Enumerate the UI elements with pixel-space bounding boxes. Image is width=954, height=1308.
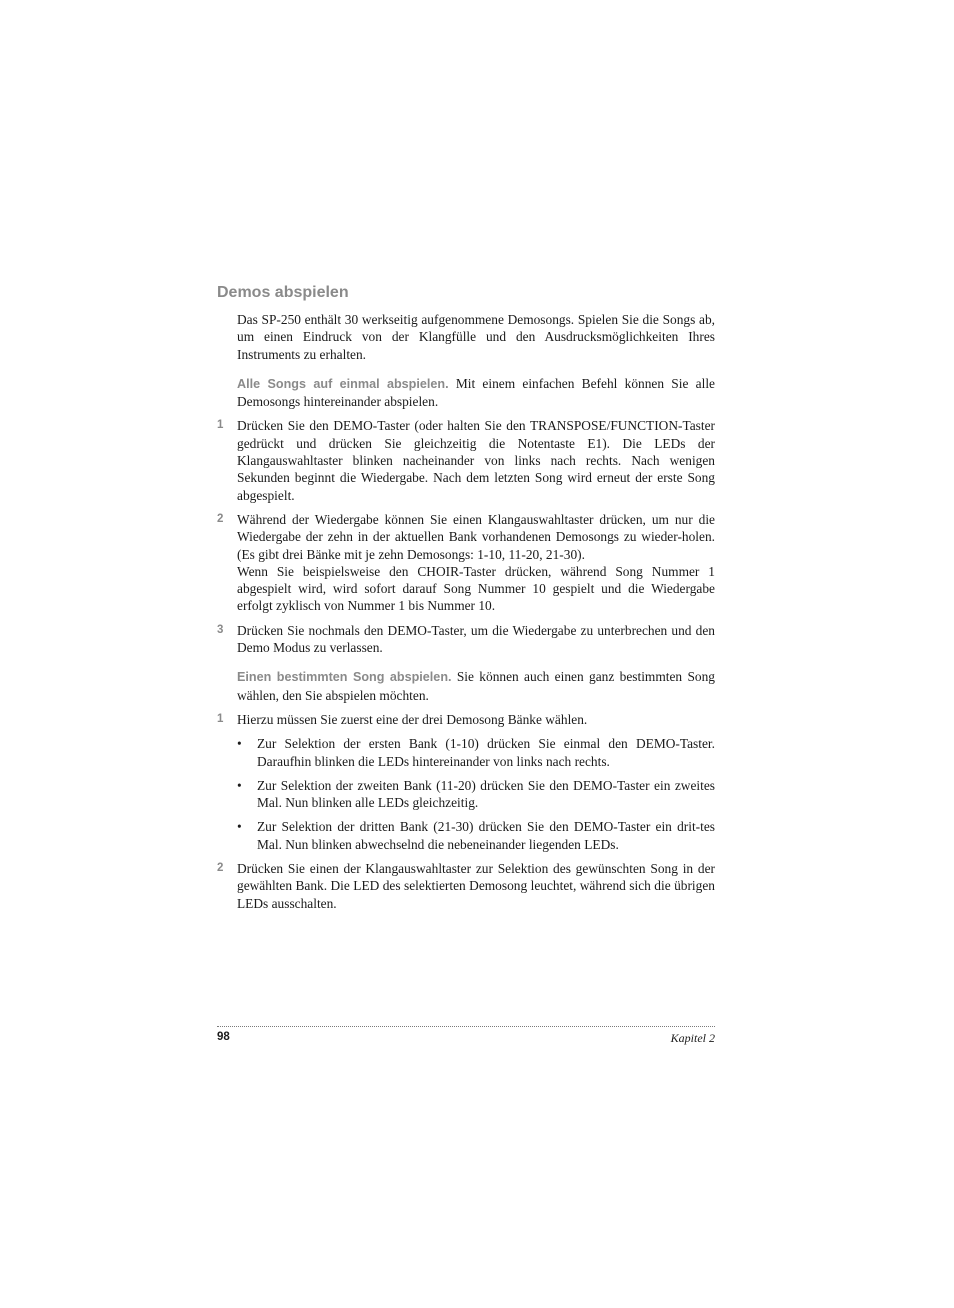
chapter-label: Kapitel 2 [670, 1031, 715, 1045]
part1-heading: Alle Songs auf einmal abspielen. [237, 376, 449, 391]
part1-text: Mit einem einfachen Befehl können Sie alle Demosongs hintereinander abspielen. [237, 375, 715, 410]
step-item [217, 711, 715, 728]
page-number: 98 [217, 1031, 230, 1043]
bullet-icon: • [237, 819, 242, 835]
step-text: Drücken Sie einen der Klangauswahltaster zur Selektion des gewünschten Song in der gewählten Bank. Die LED des selektierten Demosong leuchtet, während sich die übrigen LEDs ausschalten. [237, 861, 715, 911]
bullet-text: Zur Selektion der dritten Bank (21-30) drücken Sie den DEMO-Taster ein drit-tes Mal. Nun blinken abwechselnd die nebeneinander liegenden LEDs. [257, 819, 715, 852]
bullet-item [237, 818, 715, 853]
part1-paragraph [237, 375, 715, 411]
part2-text: Sie können auch einen ganz bestimmten Song wählen, den Sie abspielen möchten. [237, 669, 715, 703]
step-number: 3 [217, 623, 224, 636]
step-text: Drücken Sie den DEMO-Taster (oder halten Sie den TRANSPOSE/FUNCTION-Taster gedrückt und drücken Sie gleichzeitig die Notentaste E1). Die LEDs der Klangauswahltaster blinken nacheinander von links nach rechts. Nach wenigen Sekunden beginnt die Wiedergabe. Nach dem letzten Song wird erneut der erste Song abgespielt. [237, 418, 715, 503]
bullet-text: Zur Selektion der zweiten Bank (11-20) drücken Sie den DEMO-Taster ein zweites Mal. Nun blinken alle LEDs gleichzeitig. [257, 777, 715, 811]
part2-paragraph [237, 668, 715, 704]
step-text: Hierzu müssen Sie zuerst eine der drei Demosong Bänke wählen. [237, 711, 588, 727]
bullet-item [237, 777, 715, 812]
bullet-icon: • [237, 736, 242, 752]
step-number: 1 [217, 712, 224, 725]
step-item [217, 511, 715, 615]
step-item [217, 860, 715, 912]
footer-divider [217, 1026, 715, 1027]
intro-paragraph: Das SP-250 enthält 30 werkseitig aufgenommene Demosongs. Spielen Sie die Songs ab, um einen Eindruck von der Klangfülle und den Ausdrucksmöglichkeiten Ihres Instruments zu erhalten. [237, 312, 715, 362]
bullet-text: Zur Selektion der ersten Bank (1-10) drücken Sie einmal den DEMO-Taster. Daraufhin blinken die LEDs hintereinander von links nach rechts. [257, 736, 715, 769]
step-text-continued: Wenn Sie beispielsweise den CHOIR-Taster drücken, während Song Nummer 1 abgespielt wird, wird sofort darauf Song Nummer 10 gespielt und die Wiedergabe erfolgt zyklisch von Nummer 1 bis Nummer 10. [237, 563, 715, 614]
step-item [217, 622, 715, 657]
section-title: Demos abspielen [217, 284, 349, 301]
step-number: 2 [217, 862, 224, 875]
section-body [217, 311, 715, 912]
step-number: 1 [217, 419, 224, 432]
part2-heading: Einen bestimmten Song abspielen. [237, 670, 452, 685]
step-text: Drücken Sie nochmals den DEMO-Taster, um die Wiedergabe zu unterbrechen und den Demo Modus zu verlassen. [237, 622, 715, 656]
step-number: 2 [217, 512, 224, 525]
bullet-item [237, 735, 715, 770]
step-text: Während der Wiedergabe können Sie einen Klangauswahltaster drücken, um nur die Wiedergabe der zehn in der aktuellen Bank vorhandenen Demosongs zu wieder-holen. (Es gibt drei Bänke mit je zehn Demosongs: 1-10, 11-20, 21-30). [237, 511, 715, 562]
step-item [217, 417, 715, 503]
bullet-icon: • [237, 777, 242, 793]
